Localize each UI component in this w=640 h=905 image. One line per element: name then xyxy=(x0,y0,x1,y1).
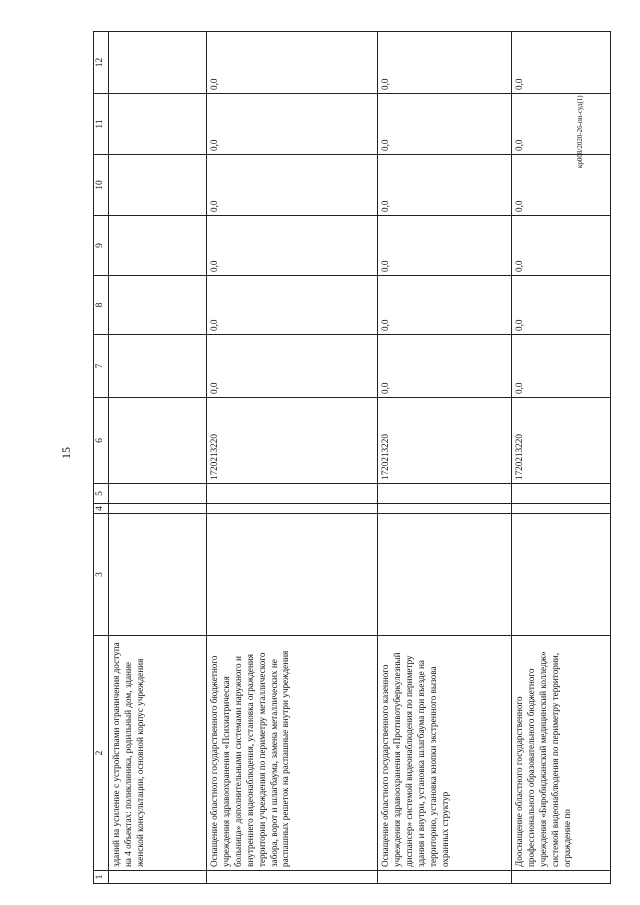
cell-col3 xyxy=(207,514,378,636)
cell-col5 xyxy=(378,484,512,504)
cell-value: 0,0 xyxy=(207,216,378,276)
column-header: 11 xyxy=(94,94,109,155)
cell-col4 xyxy=(512,504,611,514)
cell-value: 0,0 xyxy=(512,216,611,276)
cell-col1 xyxy=(512,871,611,884)
program-table xyxy=(93,31,611,884)
cell-col5 xyxy=(109,484,207,504)
table-row xyxy=(378,32,512,884)
cell-col4 xyxy=(207,504,378,514)
cell-col4 xyxy=(109,504,207,514)
cell-value: 0,0 xyxy=(378,155,512,216)
cell-value: 0,0 xyxy=(512,94,611,155)
cell-description: зданий на усиление с устройствами ограничения доступа на 4 объектах: поликлиника, родильный дом, здание женской консультации, основной корпус учреждения xyxy=(109,636,207,871)
cell-value: 0,0 xyxy=(207,335,378,398)
cell-col1 xyxy=(378,871,512,884)
cell-col5 xyxy=(207,484,378,504)
cell-value: 0,0 xyxy=(512,335,611,398)
cell-value: 0,0 xyxy=(512,276,611,335)
cell-value: 0,0 xyxy=(207,276,378,335)
cell-col5 xyxy=(512,484,611,504)
column-header: 9 xyxy=(94,216,109,276)
cell-value xyxy=(109,155,207,216)
cell-col3 xyxy=(512,514,611,636)
table-row xyxy=(207,32,378,884)
column-header: 6 xyxy=(94,398,109,484)
table-row xyxy=(512,32,611,884)
cell-value: 0,0 xyxy=(512,32,611,94)
cell-code: 1720213220 xyxy=(207,398,378,484)
cell-code: 1720213220 xyxy=(378,398,512,484)
column-header: 3 xyxy=(94,514,109,636)
cell-value: 0,0 xyxy=(378,94,512,155)
column-number-row xyxy=(94,32,109,884)
cell-col1 xyxy=(109,871,207,884)
cell-value: 0,0 xyxy=(207,94,378,155)
column-header: 5 xyxy=(94,484,109,504)
cell-col1 xyxy=(207,871,378,884)
cell-value: 0,0 xyxy=(512,155,611,216)
cell-value xyxy=(109,32,207,94)
cell-col3 xyxy=(378,514,512,636)
column-header: 10 xyxy=(94,155,109,216)
cell-value: 0,0 xyxy=(207,155,378,216)
cell-code: 1720213220 xyxy=(512,398,611,484)
column-header: 7 xyxy=(94,335,109,398)
column-header: 2 xyxy=(94,636,109,871)
cell-value xyxy=(109,335,207,398)
cell-description: Оснащение областного государственного бюджетного учреждения здравоохранения «Психиатрическая больница» дополнительными системами наружного и внутреннего видеонаблюдения, установка ограждения территории учреждения по периметру металлического забора, ворот и шлагбаума, замена металлических не распашных решеток на распашные внутри учреждения xyxy=(207,636,378,871)
rotated-table-wrapper xyxy=(93,32,611,884)
cell-value: 0,0 xyxy=(207,32,378,94)
cell-code xyxy=(109,398,207,484)
cell-value xyxy=(109,276,207,335)
cell-description: Дооснащение областного государственного профессионального образовательного бюджетного учреждения «Биробиджанский медицинский колледж» системой видеонаблюдения по периметру территории, ограждение по xyxy=(512,636,611,871)
cell-value: 0,0 xyxy=(378,276,512,335)
table-row xyxy=(109,32,207,884)
column-header: 4 xyxy=(94,504,109,514)
cell-value: 0,0 xyxy=(378,32,512,94)
cell-description: Оснащение областного государственного казенного учреждения здравоохранения «Противотуберкулезный диспансер» системой видеонаблюдения по периметру здания и внутри, установка шлагбаума при въезде на территорию, установка кнопки экстренного вызова охранных структур xyxy=(378,636,512,871)
column-header: 12 xyxy=(94,32,109,94)
document-stamp: кр008/2020-26-пп-суд(1) xyxy=(576,95,584,168)
column-header: 8 xyxy=(94,276,109,335)
cell-col3 xyxy=(109,514,207,636)
cell-value xyxy=(109,94,207,155)
page-number: 15 xyxy=(59,447,73,459)
cell-value xyxy=(109,216,207,276)
cell-value: 0,0 xyxy=(378,216,512,276)
cell-value: 0,0 xyxy=(378,335,512,398)
cell-col4 xyxy=(378,504,512,514)
column-header: 1 xyxy=(94,871,109,884)
